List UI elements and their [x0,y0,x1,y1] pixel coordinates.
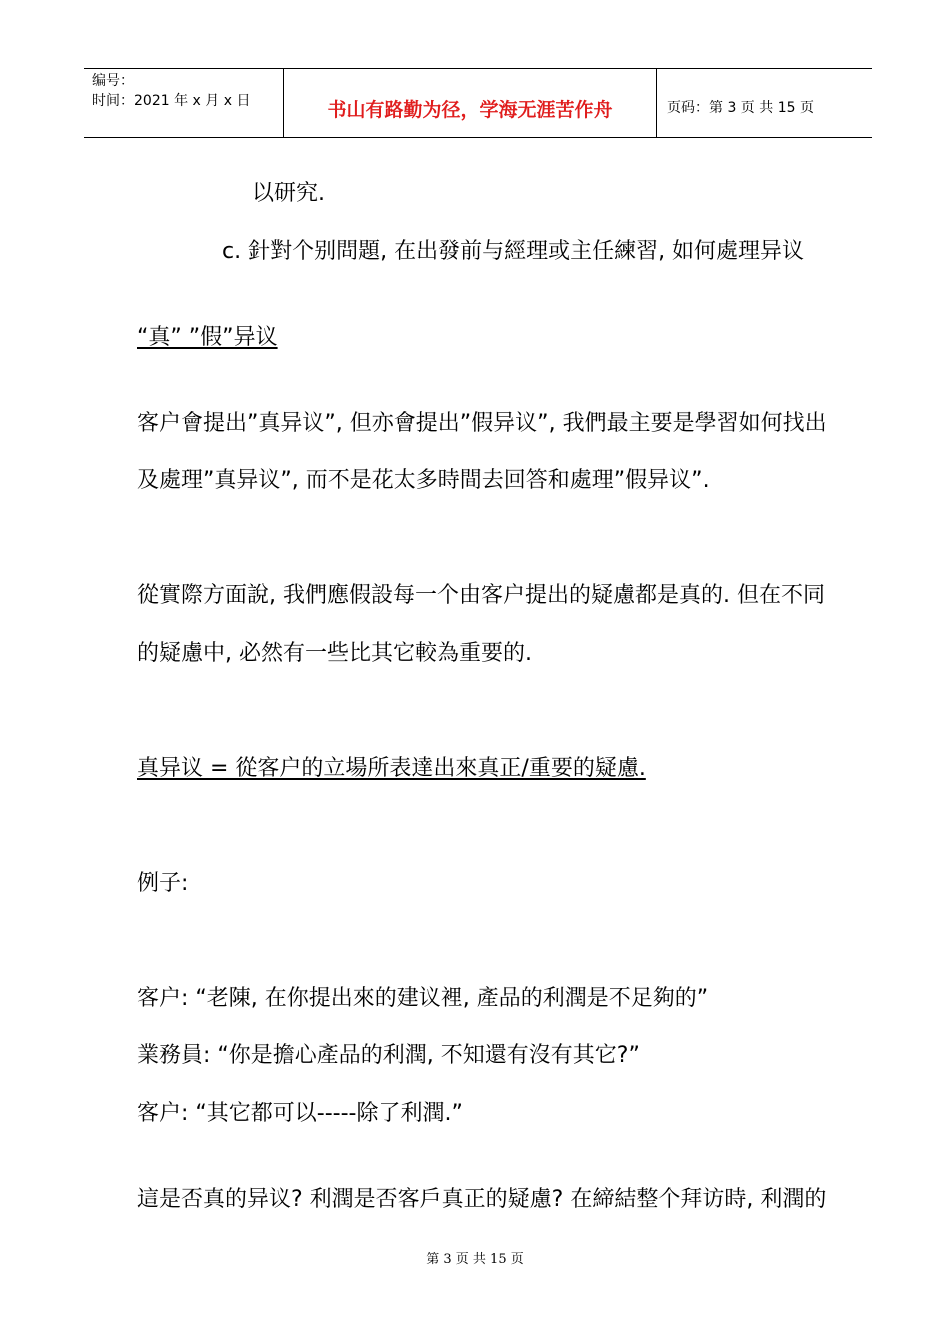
paragraph-line: 以研究. [252,181,325,206]
header-page-cell [657,69,872,137]
section-heading: “真” ”假”异议 [137,325,278,350]
paragraph-line: 的疑慮中, 必然有一些比其它較為重要的. [137,641,532,666]
paragraph-line: 這是否真的异议? 利潤是否客戶真正的疑慮? 在締結整个拜访時, 利潤的 [137,1187,827,1212]
list-item-c: c. 針對个别問題, 在出發前与經理或主任練習, 如何處理异议 [222,239,805,264]
example-label: 例子: [137,871,189,896]
dialogue-line: 客户: “老陳, 在你提出來的建议裡, 產品的利潤是不足夠的” [137,986,709,1011]
motto-text: 书山有路勤为径，学海无涯苦作舟 [327,99,613,121]
document-number-label: 编号： [92,73,134,89]
paragraph-line: 從實際方面說, 我們應假設每一个由客户提出的疑慮都是真的. 但在不同 [137,583,825,608]
page-header [84,68,872,138]
dialogue-line: 客户: “其它都可以-----除了利潤.” [137,1101,463,1126]
page-number-info: 页码：第 3 页 共 15 页 [667,100,814,116]
page-footer: 第 3 页 共 15 页 [426,1252,524,1267]
header-meta-cell [84,69,284,137]
paragraph-line: 客户會提出”真异议”, 但亦會提出”假异议”, 我們最主要是學習如何找出 [137,411,827,436]
dialogue-line: 業務員: “你是擔心產品的利潤, 不知還有沒有其它?” [137,1043,640,1068]
document-date: 时间：2021 年 x 月 x 日 [92,93,251,109]
paragraph-line: 及處理”真异议”, 而不是花太多時間去回答和處理”假异议”. [137,468,710,493]
header-motto-cell [284,69,657,137]
definition-line: 真异议 = 從客户的立場所表達出來真正/重要的疑慮. [137,756,646,781]
